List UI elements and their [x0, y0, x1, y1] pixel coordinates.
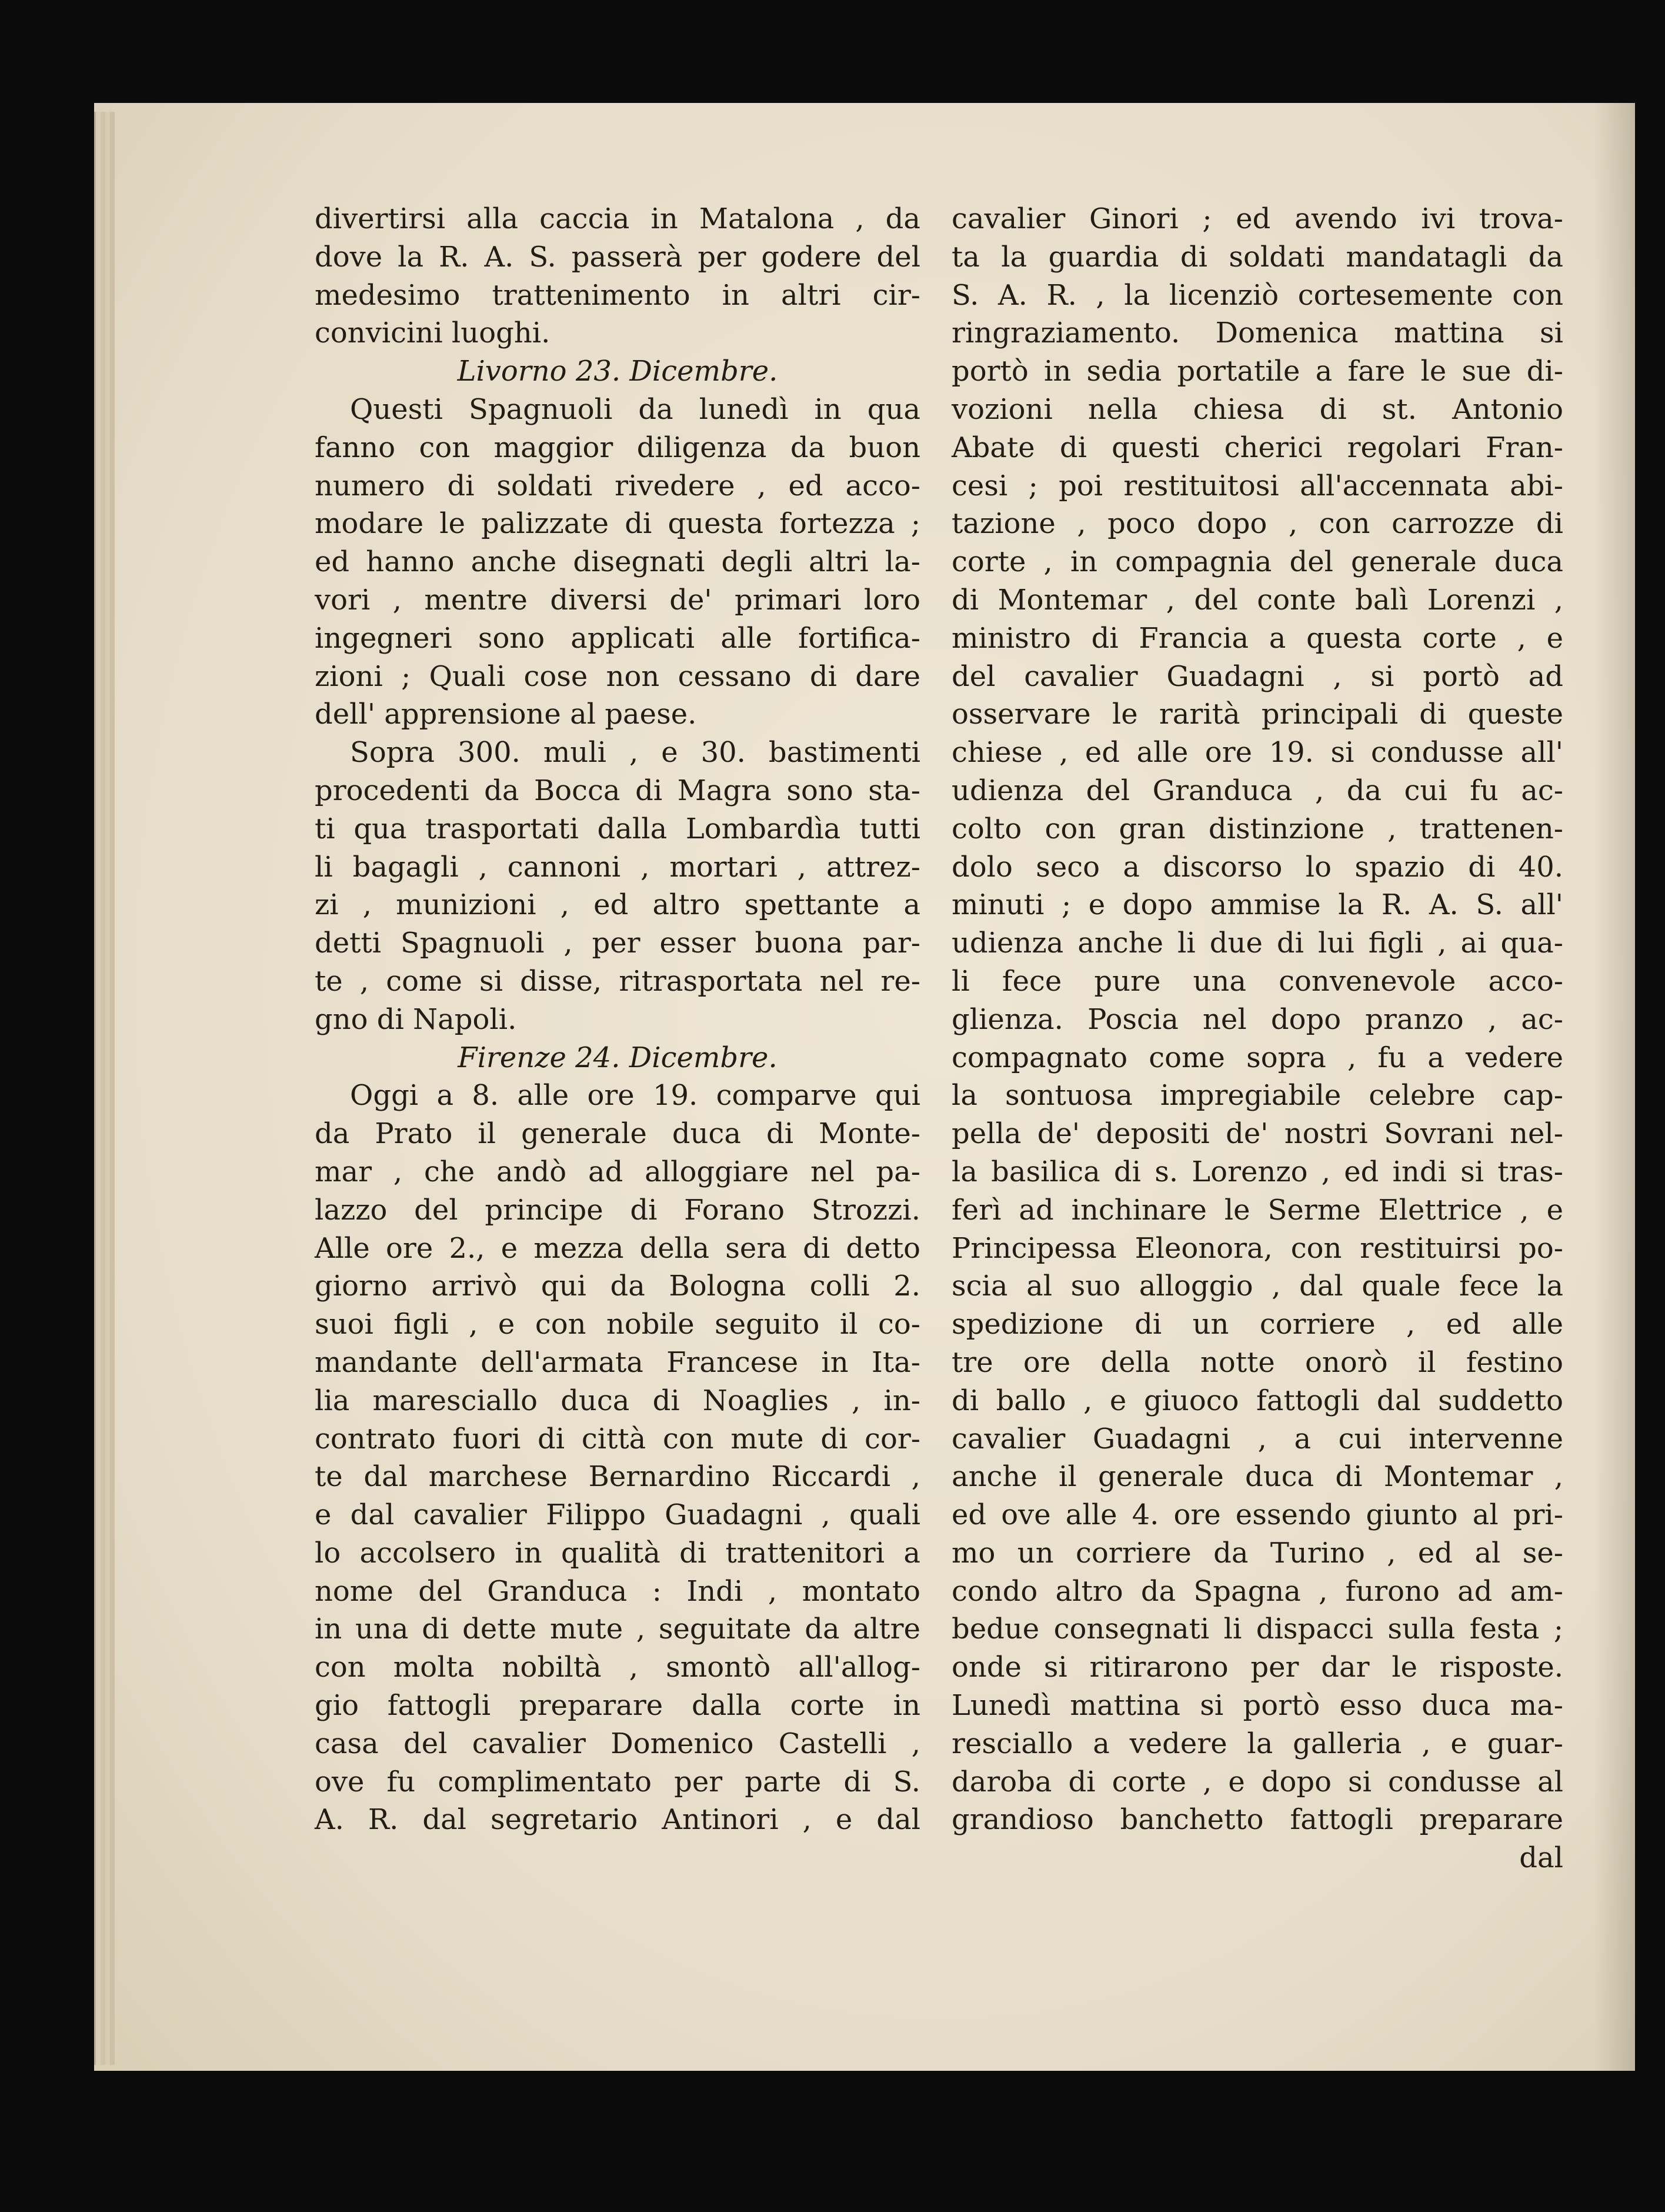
text-line: la basilica di s. Lorenzo , ed indi si tras- — [952, 1155, 1563, 1188]
text-line: numero di soldati rivedere , ed acco- — [315, 469, 920, 502]
text-line: onde si ritirarono per dar le risposte. — [952, 1651, 1563, 1684]
text-line: Questi Spagnuoli da lunedì in qua — [350, 392, 920, 426]
text-line: li bagagli , cannoni , mortari , attrez- — [315, 850, 920, 884]
text-line: tre ore della notte onorò il festino — [952, 1345, 1563, 1379]
text-line: ministro di Francia a questa corte , e — [952, 621, 1563, 655]
text-line: cavalier Ginori ; ed avendo ivi trova- — [952, 202, 1563, 235]
text-line: A. R. dal segretario Antinori , e dal — [315, 1803, 920, 1837]
text-line: ta la guardia di soldati mandatagli da — [952, 240, 1563, 274]
text-line: ferì ad inchinare le Serme Elettrice , e — [952, 1193, 1563, 1227]
text-line: ed hanno anche disegnati degli altri la- — [315, 545, 920, 579]
text-line: nome del Granduca : Indi , montato — [315, 1574, 920, 1608]
text-line: grandioso banchetto fattogli preparare — [952, 1803, 1563, 1837]
text-line: cavalier Guadagni , a cui intervenne — [952, 1422, 1563, 1455]
text-line: resciallo a vedere la galleria , e guar- — [952, 1727, 1563, 1760]
left-column — [315, 200, 920, 1839]
text-line: gio fattogli preparare dalla corte in — [315, 1689, 920, 1723]
spine-shadow — [1594, 103, 1635, 2071]
text-line: ringraziamento. Domenica mattina si — [952, 317, 1563, 350]
text-line: daroba di corte , e dopo si condusse al — [952, 1765, 1563, 1798]
text-line: glienza. Poscia nel dopo pranzo , ac- — [952, 1002, 1563, 1036]
text-line: ingegneri sono applicati alle fortifica- — [315, 621, 920, 655]
text-line: te dal marchese Bernardino Riccardi , — [315, 1460, 920, 1494]
text-line: casa del cavalier Domenico Castelli , — [315, 1727, 920, 1760]
text-line: pella de' depositi de' nostri Sovrani nel- — [952, 1117, 1563, 1151]
text-line: S. A. R. , la licenziò cortesemente con — [952, 278, 1563, 312]
text-line: con molta nobiltà , smontò all'allog- — [315, 1651, 920, 1684]
text-line: medesimo trattenimento in altri cir- — [315, 278, 920, 312]
text-line: Principessa Eleonora, con restituirsi po- — [952, 1231, 1563, 1265]
text-line: vozioni nella chiesa di st. Antonio — [952, 392, 1563, 426]
text-line: Alle ore 2., e mezza della sera di detto — [315, 1231, 920, 1265]
text-line: colto con gran distinzione , trattenen- — [952, 812, 1563, 845]
text-line: da Prato il generale duca di Monte- — [315, 1117, 920, 1151]
text-line: del cavalier Guadagni , si portò ad — [952, 659, 1563, 693]
text-line: corte , in compagnia del generale duca — [952, 545, 1563, 579]
text-line: chiese , ed alle ore 19. si condusse all' — [952, 736, 1563, 769]
text-line: compagnato come sopra , fu a vedere — [952, 1041, 1563, 1074]
text-line: portò in sedia portatile a fare le sue di- — [952, 355, 1563, 388]
text-line: contrato fuori di città con mute di cor- — [315, 1422, 920, 1455]
text-line: mandante dell'armata Francese in Ita- — [315, 1345, 920, 1379]
text-line: cesi ; poi restituitosi all'accennata abi- — [952, 469, 1563, 502]
text-line: dove la R. A. S. passerà per godere del — [315, 240, 920, 274]
text-line: scia al suo alloggio , dal quale fece la — [952, 1270, 1563, 1303]
text-line: zi , munizioni , ed altro spettante a — [315, 888, 920, 922]
text-line: e dal cavalier Filippo Guadagni , quali — [315, 1498, 920, 1532]
text-line: udienza anche li due di lui figli , ai qua- — [952, 927, 1563, 960]
text-line: osservare le rarità principali di queste — [952, 698, 1563, 731]
text-line: zioni ; Quali cose non cessano di dare — [315, 659, 920, 693]
text-line: in una di dette mute , seguitate da altre — [315, 1613, 920, 1646]
dateline-heading: Firenze 24. Dicembre. — [458, 1041, 778, 1074]
text-line: gno di Napoli. — [315, 1002, 517, 1036]
text-line: ti qua trasportati dalla Lombardìa tutti — [315, 812, 920, 845]
text-line: spedizione di un corriere , ed alle — [952, 1308, 1563, 1341]
text-line: di ballo , e giuoco fattogli dal suddetto — [952, 1384, 1563, 1417]
text-line: Oggi a 8. alle ore 19. comparve qui — [350, 1079, 920, 1112]
text-line: di Montemar , del conte balì Lorenzi , — [952, 583, 1563, 617]
text-line: Sopra 300. muli , e 30. bastimenti — [350, 736, 920, 769]
text-line: Lunedì mattina si portò esso duca ma- — [952, 1689, 1563, 1723]
text-line: Abate di questi cherici regolari Fran- — [952, 431, 1563, 464]
text-line: vori , mentre diversi de' primari loro — [315, 583, 920, 617]
text-line: li fece pure una convenevole acco- — [952, 964, 1563, 998]
right-column — [952, 200, 1563, 1877]
text-line: procedenti da Bocca di Magra sono sta- — [315, 774, 920, 807]
text-line: bedue consegnati li dispacci sulla festa ; — [952, 1613, 1563, 1646]
text-line: te , come si disse, ritrasportata nel re- — [315, 964, 920, 998]
text-line: lia maresciallo duca di Noaglies , in- — [315, 1384, 920, 1417]
text-line: lo accolsero in qualità di trattenitori a — [315, 1536, 920, 1570]
text-line: ove fu complimentato per parte di S. — [315, 1765, 920, 1798]
text-line: dolo seco a discorso lo spazio di 40. — [952, 850, 1563, 884]
dateline-heading: Livorno 23. Dicembre. — [457, 355, 778, 388]
text-line: mar , che andò ad alloggiare nel pa- — [315, 1155, 920, 1188]
text-line: convicini luoghi. — [315, 317, 550, 350]
text-line: detti Spagnuoli , per esser buona par- — [315, 927, 920, 960]
catchword: dal — [1519, 1841, 1563, 1875]
text-line: fanno con maggior diligenza da buon — [315, 431, 920, 464]
text-line: giorno arrivò qui da Bologna colli 2. — [315, 1270, 920, 1303]
text-line: ed ove alle 4. ore essendo giunto al pri- — [952, 1498, 1563, 1532]
text-line: mo un corriere da Turino , ed al se- — [952, 1536, 1563, 1570]
text-line: condo altro da Spagna , furono ad am- — [952, 1574, 1563, 1608]
page-edges — [94, 112, 131, 2065]
text-line: dell' apprensione al paese. — [315, 698, 697, 731]
text-line: tazione , poco dopo , con carrozze di — [952, 507, 1563, 541]
text-line: udienza del Granduca , da cui fu ac- — [952, 774, 1563, 807]
text-line: minuti ; e dopo ammise la R. A. S. all' — [952, 888, 1563, 922]
text-line: anche il generale duca di Montemar , — [952, 1460, 1563, 1494]
text-line: suoi figli , e con nobile seguito il co- — [315, 1308, 920, 1341]
text-line: modare le palizzate di questa fortezza ; — [315, 507, 920, 541]
text-line: la sontuosa impregiabile celebre cap- — [952, 1079, 1563, 1112]
text-line: lazzo del principe di Forano Strozzi. — [315, 1193, 920, 1227]
text-line: divertirsi alla caccia in Matalona , da — [315, 202, 920, 235]
